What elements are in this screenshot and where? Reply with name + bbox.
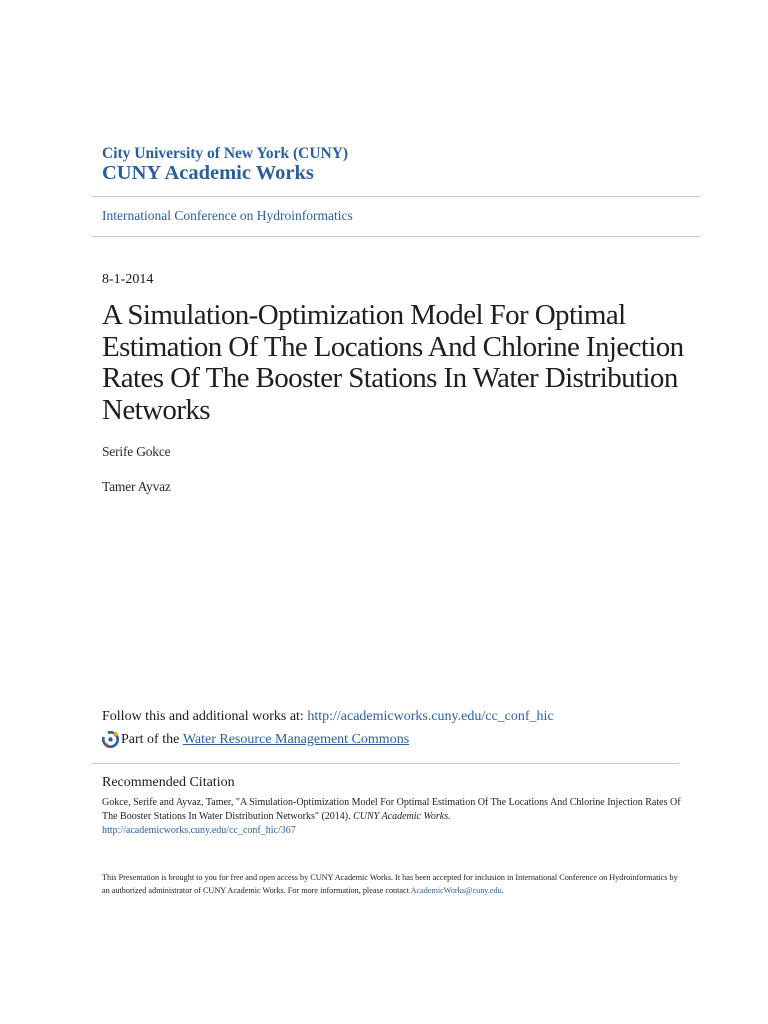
disclaimer-end: .: [501, 886, 504, 895]
paper-title: A Simulation-Optimization Model For Optimal Estimation Of The Locations And Chlorine Injection Rates Of The Booster Stations In Water Distribution Networks: [102, 299, 684, 426]
citation-text: [102, 796, 682, 838]
author: Tamer Ayvaz: [102, 479, 171, 494]
publication-date: 8-1-2014: [102, 272, 154, 287]
divider: [91, 236, 701, 237]
disclaimer: [102, 871, 682, 897]
follow-line: [102, 708, 554, 725]
author: Serife Gokce: [102, 444, 171, 459]
follow-url-link[interactable]: http://academicworks.cuny.edu/cc_conf_hic: [307, 709, 554, 724]
disclaimer-text: This Presentation is brought to you for free and open access by CUNY Academic Works. It has been accepted for inclusion in International Conference on Hydroinformatics by an authorized administrator of CUNY Academic Works. For more information, please contact: [102, 873, 678, 895]
part-of-label: Part of the: [121, 732, 180, 747]
commons-network-icon: [102, 731, 119, 748]
citation-source: CUNY Academic Works.: [353, 811, 451, 822]
recommended-citation-heading: Recommended Citation: [102, 775, 235, 790]
divider: [91, 763, 679, 764]
conference-link[interactable]: International Conference on Hydroinformatics: [102, 208, 353, 223]
citation-url-link[interactable]: http://academicworks.cuny.edu/cc_conf_hic/367: [102, 825, 296, 836]
divider: [91, 196, 701, 197]
citation-body: Gokce, Serife and Ayvaz, Tamer, "A Simulation-Optimization Model For Optimal Estimation Of The Locations And Chlorine Injection Rates Of The Booster Stations In Water Distribution Networks" (2014).: [102, 797, 681, 822]
commons-link[interactable]: Water Resource Management Commons: [182, 732, 410, 747]
university-name: City University of New York (CUNY): [102, 145, 349, 162]
contact-email-link[interactable]: AcademicWorks@cuny.edu: [410, 886, 502, 895]
follow-label: Follow this and additional works at:: [102, 709, 304, 724]
repository-name[interactable]: CUNY Academic Works: [102, 162, 314, 184]
part-of-line: [102, 731, 409, 748]
